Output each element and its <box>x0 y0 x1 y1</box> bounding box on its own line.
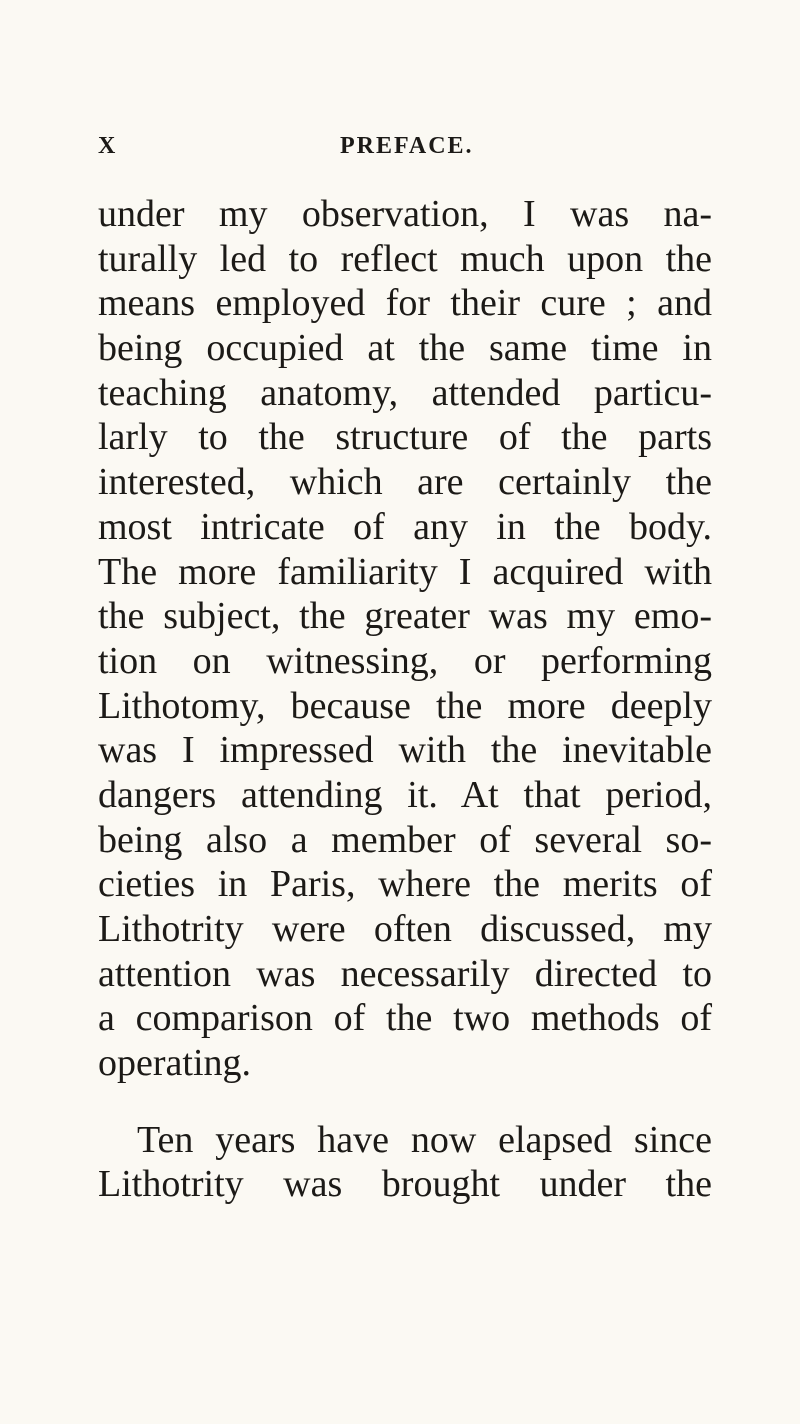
text-line: Lithotrity was brought under the <box>98 1163 712 1206</box>
text-line: attention was necessarily directed to <box>98 952 712 995</box>
text-line: under my observation, I was na- <box>98 193 712 235</box>
text-line: Ten years have now elapsed since <box>137 1118 712 1161</box>
paragraph-gap <box>98 1086 712 1118</box>
text-line: cieties in Paris, where the merits of <box>98 863 712 906</box>
text-line: Lithotrity were often discussed, my <box>98 908 712 950</box>
text-line: dangers attending it. At that period, <box>98 773 712 816</box>
text-line: was I impressed with the inevitable <box>98 729 712 772</box>
text-line: the subject, the greater was my emo- <box>98 595 712 638</box>
text-line: turally led to reflect much upon the <box>98 237 712 280</box>
body-text <box>98 192 712 1207</box>
text-line: The more familiarity I acquired with <box>98 550 712 593</box>
text-line: tion on witnessing, or performing <box>98 639 712 682</box>
text-line: teaching anatomy, attended particu- <box>98 371 712 414</box>
text-line: most intricate of any in the body. <box>98 505 712 548</box>
text-line: a comparison of the two methods of <box>98 997 712 1040</box>
text-line: being also a member of several so- <box>98 818 712 861</box>
text-line: Lithotomy, because the more deeply <box>98 684 712 727</box>
paragraph-1 <box>98 192 712 1086</box>
running-head <box>0 133 800 165</box>
text-line: larly to the structure of the parts <box>98 416 712 459</box>
text-line: means employed for their cure ; and <box>98 282 712 325</box>
text-line: being occupied at the same time in <box>98 327 712 370</box>
text-line: operating. <box>98 1042 252 1085</box>
text-line: interested, which are certainly the <box>98 461 712 504</box>
page-number: X <box>98 133 118 159</box>
running-head-title: PREFACE. <box>340 133 474 159</box>
paragraph-2 <box>98 1118 712 1207</box>
